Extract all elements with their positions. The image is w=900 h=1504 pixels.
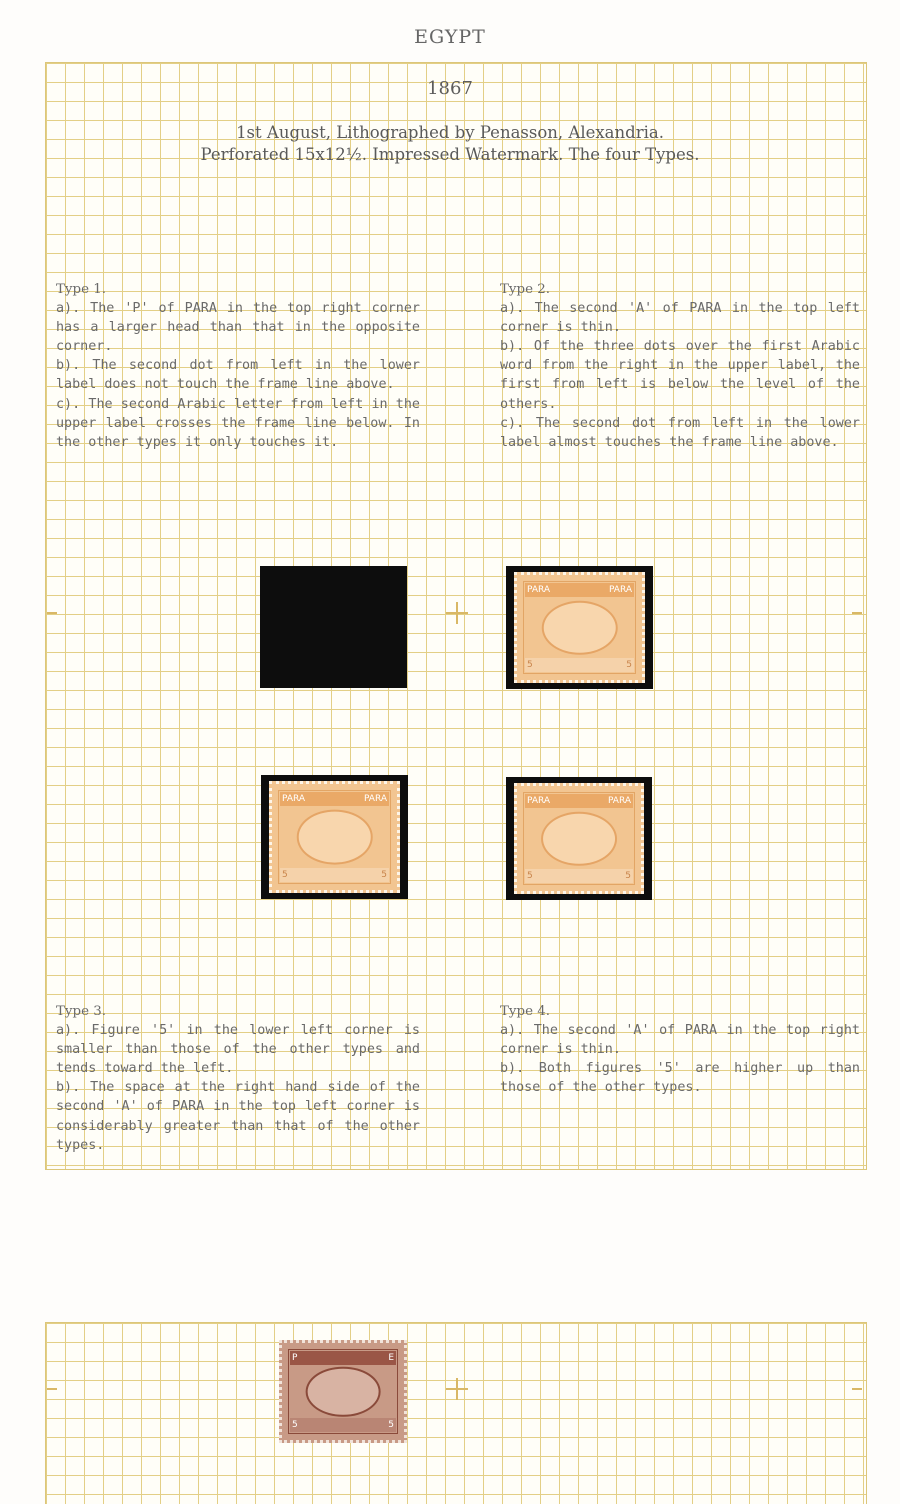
type-3-description: [56, 1002, 420, 1155]
type-3-note-a: a). Figure '5' in the lower left corner is smaller than those of the other types and tends toward the left.: [56, 1023, 420, 1077]
type-4-heading: Type 4.: [500, 1004, 551, 1019]
center-cross-mark: [446, 602, 468, 624]
type-3-note-b: b). The space at the right hand side of the second 'A' of PARA in the top left corner is considerably greater than that of the other types.: [56, 1080, 420, 1153]
stamp-label-left: PARA: [527, 796, 551, 806]
type-4-note-b: b). Both figures '5' are higher up than those of the other types.: [500, 1061, 860, 1096]
stamp-label-left: PARA: [527, 585, 551, 595]
sphinx-pyramid-vignette: [541, 600, 618, 654]
mount-type-4: [506, 777, 652, 900]
type-1-note-c: c). The second Arabic letter from left in the upper label crosses the frame line below. In the other types it only touches it.: [56, 396, 420, 450]
margin-tick-left: [47, 612, 57, 614]
album-grid-bottom: [45, 1322, 867, 1504]
mount-type-3: [261, 775, 408, 899]
page-country-title: EGYPT: [414, 26, 486, 48]
margin-tick-right: [852, 612, 862, 614]
bottom-tick-left: [47, 1388, 57, 1390]
page-year: 1867: [427, 78, 473, 99]
stamp-type-2: [514, 572, 645, 683]
stamp-type-3: [269, 781, 400, 893]
type-2-note-a: a). The second 'A' of PARA in the top left corner is thin.: [500, 301, 860, 336]
stamp-brown-used: [279, 1340, 407, 1443]
issue-description-line1: 1st August, Lithographed by Penasson, Alexandria.: [236, 123, 664, 142]
stamp-value-right: 5: [626, 660, 632, 670]
empty-mount-type-1: [260, 566, 407, 688]
stamp-label-right: PARA: [607, 796, 631, 806]
type-2-note-b: b). Of the three dots over the first Arabic word from the right in the upper label, the first from left is below the level of the others.: [500, 339, 860, 412]
stamp-type-4: [514, 783, 644, 894]
sphinx-pyramid-vignette: [296, 810, 373, 865]
stamp-label-right: PARA: [608, 585, 632, 595]
stamp-label-right: PARA: [363, 794, 387, 804]
mount-type-2: [506, 566, 653, 689]
bottom-tick-right: [852, 1388, 862, 1390]
type-1-heading: Type 1.: [56, 282, 107, 297]
type-1-description: [56, 280, 420, 452]
type-2-note-c: c). The second dot from left in the lower label almost touches the frame line above.: [500, 415, 860, 450]
stamp-brown-value-right: 5: [388, 1420, 394, 1430]
type-1-note-a: a). The 'P' of PARA in the top right corner has a larger head than that in the opposite corner.: [56, 301, 420, 355]
sphinx-pyramid-vignette: [541, 811, 617, 865]
type-4-description: [500, 1002, 860, 1097]
type-1-note-b: b). The second dot from left in the lower label does not touch the frame line above.: [56, 358, 420, 393]
stamp-label-left: PARA: [282, 794, 306, 804]
stamp-value-right: 5: [381, 870, 387, 880]
stamp-brown-label-right: E: [388, 1353, 394, 1363]
stamp-value-left: 5: [282, 870, 288, 880]
type-3-heading: Type 3.: [56, 1004, 107, 1019]
type-2-description: [500, 280, 860, 452]
stamp-brown-label-left: P: [292, 1353, 298, 1363]
stamp-value-left: 5: [527, 871, 533, 881]
stamp-brown-value-left: 5: [292, 1420, 298, 1430]
type-2-heading: Type 2.: [500, 282, 551, 297]
stamp-value-left: 5: [527, 660, 533, 670]
stamp-value-right: 5: [625, 871, 631, 881]
sphinx-pyramid-vignette: [306, 1366, 381, 1417]
bottom-cross-mark: [446, 1378, 468, 1400]
type-4-note-a: a). The second 'A' of PARA in the top right corner is thin.: [500, 1023, 860, 1058]
issue-description-line2: Perforated 15x12½. Impressed Watermark. The four Types.: [200, 145, 700, 164]
